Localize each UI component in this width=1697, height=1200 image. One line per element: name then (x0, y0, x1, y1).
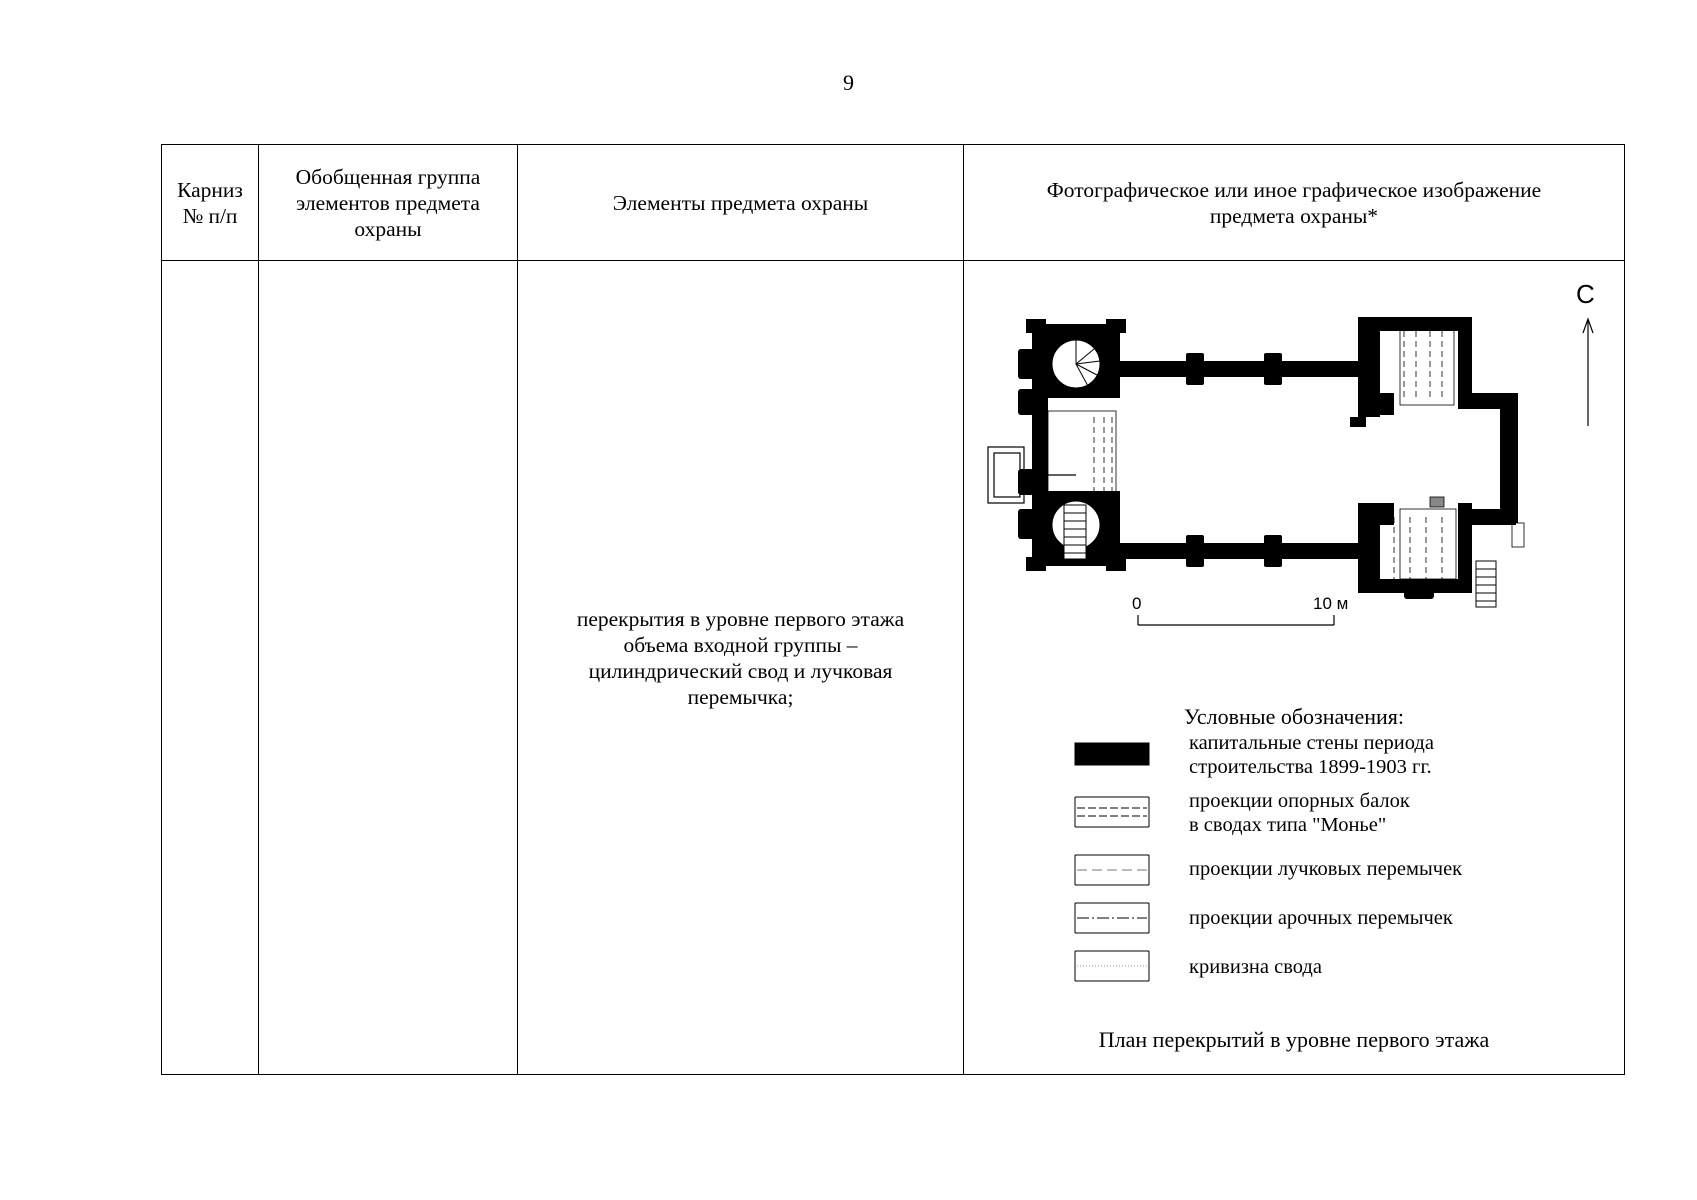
page-number: 9 (843, 70, 854, 95)
legend-item-beams: проекции опорных балок в сводах типа "Монье" (1189, 790, 1410, 836)
legend-swatch-lintels (1075, 855, 1149, 885)
header-elements: Элементы предмета охраны (518, 145, 964, 261)
scale-end-label: 10 м (1313, 594, 1349, 613)
legend-swatches (1075, 743, 1149, 981)
protection-table (161, 144, 1625, 1075)
legend-item-walls: капитальные стены периода строительства 1899-1903 гг. (1189, 732, 1434, 778)
legend-swatch-walls (1075, 743, 1149, 765)
legend-swatch-arches (1075, 903, 1149, 933)
elements-text: перекрытия в уровне первого этажа объема входной группы – цилиндрический свод и лучковая перемычка; (576, 607, 905, 709)
table-row (162, 261, 1625, 1075)
legend-title: Условные обозначения: (1183, 704, 1405, 729)
cell-number (162, 261, 259, 1075)
legend-item-vault: кривизна свода (1189, 956, 1322, 978)
header-group: Обобщенная группа элементов предмета охраны (259, 145, 518, 261)
plan-caption: План перекрытий в уровне первого этажа (1098, 1027, 1490, 1052)
table-header-row (162, 145, 1625, 261)
cell-image (964, 261, 1625, 1075)
legend-item-arches: проекции арочных перемычек (1189, 907, 1453, 929)
cell-group (259, 261, 518, 1075)
scale-bar (1138, 615, 1334, 625)
header-image: Фотографическое или иное графическое изображение предмета охраны* (964, 145, 1625, 261)
scale-start-label: 0 (1132, 594, 1142, 613)
north-label: С (1576, 279, 1595, 309)
header-number: Карниз № п/п (162, 145, 259, 261)
legend-swatch-beams (1075, 797, 1149, 827)
legend-swatch-vault (1075, 951, 1149, 981)
floor-plan-drawing (964, 261, 1624, 1075)
legend-item-lintels: проекции лучковых перемычек (1189, 858, 1463, 880)
cell-elements (518, 261, 964, 1075)
